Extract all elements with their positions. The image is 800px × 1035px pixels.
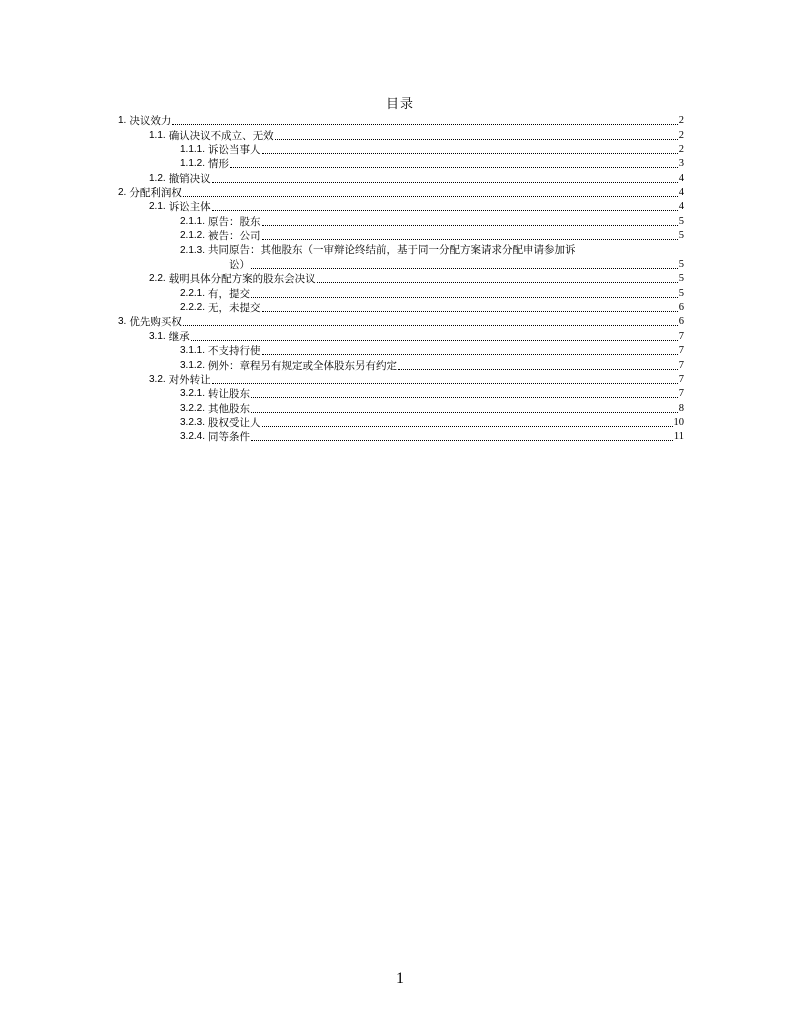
toc-entry-text: 优先购买权	[129, 316, 182, 329]
toc-entry-number: 3.1.2.	[180, 359, 206, 371]
toc-entry-first-line	[180, 243, 684, 258]
toc-entry-second-line	[178, 258, 684, 272]
toc-entry-number: 1.2.	[149, 172, 166, 184]
dot-leader	[251, 412, 678, 413]
toc-entry[interactable]	[118, 373, 684, 387]
toc-entry[interactable]	[118, 329, 684, 343]
toc-entry-page: 7	[678, 330, 684, 342]
toc-entry-page: 7	[678, 345, 684, 357]
toc-entry-page: 3	[678, 158, 684, 170]
dot-leader	[251, 397, 678, 398]
toc-entry-page: 5	[678, 287, 684, 299]
toc-entry-number: 3.2.3.	[180, 416, 206, 428]
toc-entry[interactable]	[118, 301, 684, 315]
toc-entry-text: 分配利润权	[129, 187, 182, 200]
toc-entry-number: 1.1.2.	[180, 158, 206, 170]
toc-entry-text: 同等条件	[208, 431, 251, 444]
toc-entry-text: 共同原告：其他股东（一审辩论终结前，基于同一分配方案请求分配申请参加诉	[208, 244, 576, 257]
dot-leader	[172, 124, 677, 125]
toc-entry[interactable]	[118, 200, 684, 214]
toc-entry-text: 被告：公司	[208, 230, 261, 243]
toc-entry[interactable]	[118, 143, 684, 157]
toc-entry-text: 不支持行使	[208, 345, 261, 358]
toc-entry-page: 6	[678, 302, 684, 314]
toc-entry-number: 3.2.	[149, 373, 166, 385]
toc-entry-number: 2.1.3.	[180, 245, 206, 257]
toc-entry-text: 载明具体分配方案的股东会决议	[168, 273, 316, 286]
toc-entry-text: 股权受让人	[208, 416, 261, 429]
dot-leader	[183, 196, 678, 197]
toc-entry-number: 3.2.1.	[180, 388, 206, 400]
toc-entry-number: 2.2.1.	[180, 287, 206, 299]
toc-entry-page: 11	[673, 431, 684, 443]
dot-leader	[183, 325, 678, 326]
toc-entry[interactable]	[118, 387, 684, 401]
toc-entry-page: 4	[678, 187, 684, 199]
dot-leader	[212, 210, 678, 211]
toc-entry-number: 2.1.1.	[180, 215, 206, 227]
dot-leader	[262, 311, 678, 312]
toc-entry[interactable]	[118, 315, 684, 329]
dot-leader	[275, 139, 678, 140]
toc-entry-number: 3.2.2.	[180, 402, 206, 414]
toc-entry[interactable]	[118, 430, 684, 444]
dot-leader	[251, 268, 678, 269]
toc-entry[interactable]	[118, 243, 684, 272]
toc-entry[interactable]	[118, 214, 684, 228]
toc-entry-page: 4	[678, 201, 684, 213]
dot-leader	[262, 225, 678, 226]
toc-entry-number: 2.2.2.	[180, 302, 206, 314]
toc-entry-page: 5	[678, 230, 684, 242]
toc-entry-page: 7	[678, 359, 684, 371]
toc-entry-page: 5	[678, 259, 684, 271]
toc-entry[interactable]	[118, 128, 684, 142]
dot-leader	[262, 426, 673, 427]
toc-entry-number: 3.1.	[149, 330, 166, 342]
toc-entry-number: 1.	[118, 115, 127, 127]
toc-entry-text: 其他股东	[208, 402, 251, 415]
dot-leader	[251, 297, 678, 298]
toc-entry[interactable]	[118, 286, 684, 300]
toc-entry-number: 2.1.	[149, 201, 166, 213]
table-of-contents	[118, 114, 684, 444]
dot-leader	[262, 153, 678, 154]
toc-entry-text: 转让股东	[208, 388, 251, 401]
toc-entry[interactable]	[118, 186, 684, 200]
dot-leader	[262, 239, 678, 240]
dot-leader	[398, 369, 678, 370]
toc-entry-page: 7	[678, 373, 684, 385]
toc-entry[interactable]	[118, 344, 684, 358]
toc-entry-page: 7	[678, 388, 684, 400]
toc-entry-text: 情形	[208, 158, 230, 171]
toc-entry[interactable]	[118, 171, 684, 185]
toc-entry[interactable]	[118, 114, 684, 128]
toc-entry-number: 1.1.1.	[180, 144, 206, 156]
toc-entry[interactable]	[118, 358, 684, 372]
toc-entry-page: 10	[673, 416, 684, 428]
toc-entry-text: 决议效力	[129, 115, 172, 128]
toc-entry-text: 原告：股东	[208, 215, 261, 228]
toc-entry-text: 对外转让	[168, 373, 211, 386]
toc-entry-text: 确认决议不成立、无效	[168, 129, 274, 142]
toc-entry[interactable]	[118, 272, 684, 286]
toc-entry-number: 2.2.	[149, 273, 166, 285]
toc-entry[interactable]	[118, 157, 684, 171]
toc-entry-number: 3.	[118, 316, 127, 328]
dot-leader	[191, 340, 678, 341]
toc-entry-page: 2	[678, 144, 684, 156]
toc-entry-number: 2.1.2.	[180, 230, 206, 242]
toc-entry-text: 有，提交	[208, 287, 251, 300]
toc-entry-page: 2	[678, 115, 684, 127]
toc-entry-text: 无，未提交	[208, 302, 261, 315]
toc-entry-number: 3.1.1.	[180, 345, 206, 357]
dot-leader	[212, 383, 678, 384]
toc-entry-page: 8	[678, 402, 684, 414]
page-number: 1	[396, 970, 404, 987]
toc-entry-number: 3.2.4.	[180, 431, 206, 443]
dot-leader	[251, 440, 673, 441]
toc-entry[interactable]	[118, 416, 684, 430]
toc-entry-text: 撤销决议	[168, 172, 211, 185]
toc-entry-page: 2	[678, 129, 684, 141]
toc-entry[interactable]	[118, 401, 684, 415]
toc-entry-number: 2.	[118, 187, 127, 199]
toc-title: 目录	[385, 97, 414, 112]
toc-entry-text: 诉讼主体	[168, 201, 211, 214]
dot-leader	[230, 167, 678, 168]
toc-entry-page: 5	[678, 215, 684, 227]
toc-entry-text: 例外：章程另有规定或全体股东另有约定	[208, 359, 398, 372]
toc-entry-page: 6	[678, 316, 684, 328]
toc-entry-text-continued: 讼）	[229, 259, 250, 272]
dot-leader	[212, 182, 678, 183]
toc-entry-text: 继承	[168, 330, 190, 343]
toc-entry[interactable]	[118, 229, 684, 243]
dot-leader	[262, 354, 678, 355]
toc-entry-text: 诉讼当事人	[208, 144, 261, 157]
toc-entry-number: 1.1.	[149, 129, 166, 141]
dot-leader	[317, 282, 678, 283]
toc-entry-page: 4	[678, 172, 684, 184]
toc-entry-page: 5	[678, 273, 684, 285]
